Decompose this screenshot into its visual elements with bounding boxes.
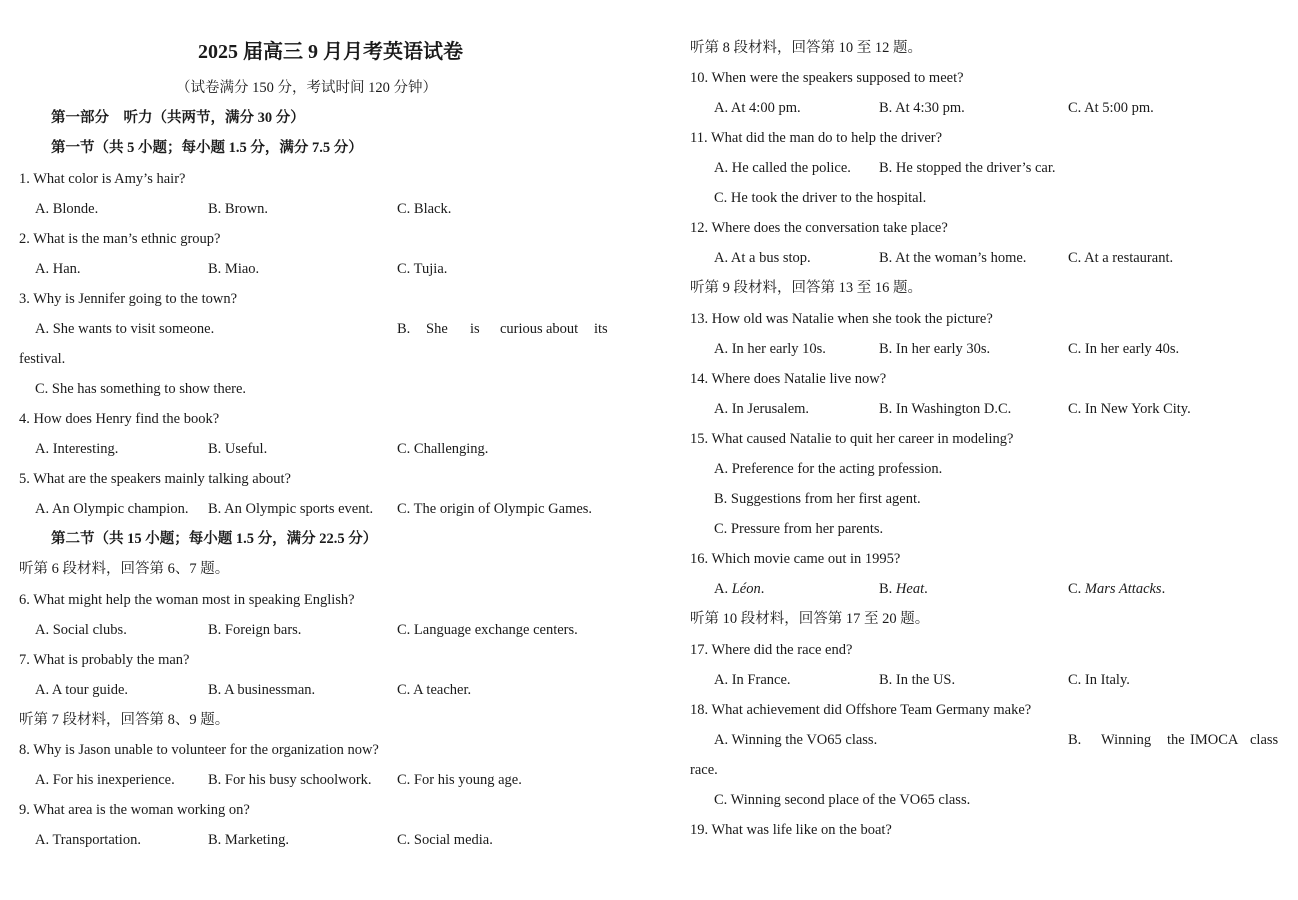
option-a: A. She wants to visit someone. [35, 321, 215, 337]
option-a: A. In her early 10s. [714, 341, 826, 357]
option-a: A. Transportation. [35, 832, 141, 848]
option-a: A. An Olympic champion. [35, 501, 189, 517]
option-c: C. He took the driver to the hospital. [714, 190, 927, 206]
question-stem: 10. When were the speakers supposed to meet? [690, 70, 964, 86]
option-c: C. In her early 40s. [1068, 341, 1180, 357]
option-period: . [924, 581, 928, 597]
option-b: B. At the woman’s home. [879, 250, 1027, 266]
question-stem: 17. Where did the race end? [690, 642, 853, 658]
option-period: . [760, 581, 765, 597]
option-b-word: the [1167, 732, 1185, 748]
option-b-word: Winning [1101, 732, 1152, 748]
option-b: B. In the US. [879, 672, 956, 688]
page-title: 2025 届高三 9 月月考英语试卷 [198, 41, 463, 63]
option-a: A. At 4:00 pm. [714, 100, 801, 116]
option-c: C. At 5:00 pm. [1068, 100, 1154, 116]
exam-info: （试卷满分 150 分，考试时间 120 分钟） [176, 80, 437, 96]
option-b-word: IMOCA [1190, 732, 1239, 748]
material-instruction: 听第 7 段材料，回答第 8、9 题。 [19, 712, 230, 728]
question-stem: 1. What color is Amy’s hair? [19, 171, 186, 187]
question-stem: 7. What is probably the man? [19, 652, 190, 668]
option-label: C. [1068, 581, 1085, 597]
option-b: B. In her early 30s. [879, 341, 991, 357]
question-stem: 6. What might help the woman most in speaking English? [19, 592, 355, 608]
option-a: A. Han. [35, 261, 81, 277]
material-instruction: 听第 9 段材料，回答第 13 至 16 题。 [690, 280, 922, 296]
option-a: A. In Jerusalem. [714, 401, 810, 417]
option-c: C. The origin of Olympic Games. [397, 501, 593, 517]
option-b: B. An Olympic sports event. [208, 501, 374, 517]
question-stem: 12. Where does the conversation take place? [690, 220, 948, 236]
material-instruction: 听第 8 段材料，回答第 10 至 12 题。 [690, 40, 922, 56]
option-b: B. Brown. [208, 201, 269, 217]
question-stem: 16. Which movie came out in 1995? [690, 551, 901, 567]
option-b-continued: race. [690, 762, 718, 778]
option-b: B. He stopped the driver’s car. [879, 160, 1056, 176]
option-b-word: B. [1068, 732, 1082, 748]
question-stem: 3. Why is Jennifer going to the town? [19, 291, 238, 307]
option-a: A. Interesting. [35, 441, 119, 457]
option-b-word: curious [500, 321, 543, 337]
option-b-word: She [426, 321, 448, 337]
part-heading: 第一部分 听力（共两节，满分 30 分） [51, 110, 305, 126]
question-stem: 5. What are the speakers mainly talking about? [19, 471, 291, 487]
option-a [714, 579, 764, 599]
option-b-word: B. [397, 321, 411, 337]
section-heading: 第二节（共 15 小题；每小题 1.5 分，满分 22.5 分） [51, 531, 378, 547]
option-b: B. At 4:30 pm. [879, 100, 965, 116]
option-b: B. For his busy schoolwork. [208, 772, 372, 788]
option-a: A. At a bus stop. [714, 250, 811, 266]
option-b-word: is [470, 321, 480, 337]
question-stem: 19. What was life like on the boat? [690, 822, 892, 838]
option-c: C. Language exchange centers. [397, 622, 578, 638]
option-c: C. At a restaurant. [1068, 250, 1174, 266]
option-b: B. Marketing. [208, 832, 289, 848]
option-a: A. Social clubs. [35, 622, 127, 638]
option-c [1068, 579, 1165, 599]
option-period: . [1161, 581, 1166, 597]
question-stem: 8. Why is Jason unable to volunteer for the organization now? [19, 742, 379, 758]
option-c: C. Winning second place of the VO65 class. [714, 792, 971, 808]
option-c: C. In Italy. [1068, 672, 1130, 688]
option-c: C. Black. [397, 201, 452, 217]
question-stem: 18. What achievement did Offshore Team Germany make? [690, 702, 1032, 718]
option-b: B. Suggestions from her first agent. [714, 491, 921, 507]
option-a: A. A tour guide. [35, 682, 129, 698]
question-stem: 13. How old was Natalie when she took the picture? [690, 311, 993, 327]
option-a: A. Preference for the acting profession. [714, 461, 943, 477]
option-b: B. A businessman. [208, 682, 316, 698]
option-b: B. Useful. [208, 441, 268, 457]
question-stem: 15. What caused Natalie to quit her career in modeling? [690, 431, 1014, 447]
material-instruction: 听第 10 段材料，回答第 17 至 20 题。 [690, 611, 930, 627]
question-stem: 11. What did the man do to help the driver? [690, 130, 943, 146]
option-c: C. Pressure from her parents. [714, 521, 884, 537]
option-c: C. Social media. [397, 832, 493, 848]
option-label: A. [714, 581, 732, 597]
option-b: B. Miao. [208, 261, 260, 277]
question-stem: 14. Where does Natalie live now? [690, 371, 887, 387]
movie-title: Léon [731, 581, 761, 597]
movie-title: Heat [895, 581, 925, 597]
question-stem: 4. How does Henry find the book? [19, 411, 220, 427]
question-stem: 9. What area is the woman working on? [19, 802, 250, 818]
option-c: C. A teacher. [397, 682, 472, 698]
section-heading: 第一节（共 5 小题；每小题 1.5 分，满分 7.5 分） [51, 140, 363, 156]
option-b [879, 579, 928, 599]
option-b: B. Foreign bars. [208, 622, 302, 638]
movie-title: Mars Attacks [1084, 581, 1162, 597]
option-b-continued: festival. [19, 351, 66, 367]
option-a: A. Winning the VO65 class. [714, 732, 878, 748]
option-b: B. In Washington D.C. [879, 401, 1012, 417]
option-a: A. He called the police. [714, 160, 851, 176]
question-stem: 2. What is the man’s ethnic group? [19, 231, 221, 247]
option-c: C. In New York City. [1068, 401, 1191, 417]
option-a: A. For his inexperience. [35, 772, 175, 788]
option-a: A. Blonde. [35, 201, 99, 217]
material-instruction: 听第 6 段材料，回答第 6、7 题。 [19, 561, 230, 577]
option-b-word: its [594, 321, 608, 337]
option-label: B. [879, 581, 896, 597]
option-b-word: class [1250, 732, 1279, 748]
option-c: C. She has something to show there. [35, 381, 247, 397]
option-b-word: about [546, 321, 579, 337]
option-a: A. In France. [714, 672, 791, 688]
option-c: C. For his young age. [397, 772, 522, 788]
option-c: C. Tujia. [397, 261, 448, 277]
option-c: C. Challenging. [397, 441, 489, 457]
